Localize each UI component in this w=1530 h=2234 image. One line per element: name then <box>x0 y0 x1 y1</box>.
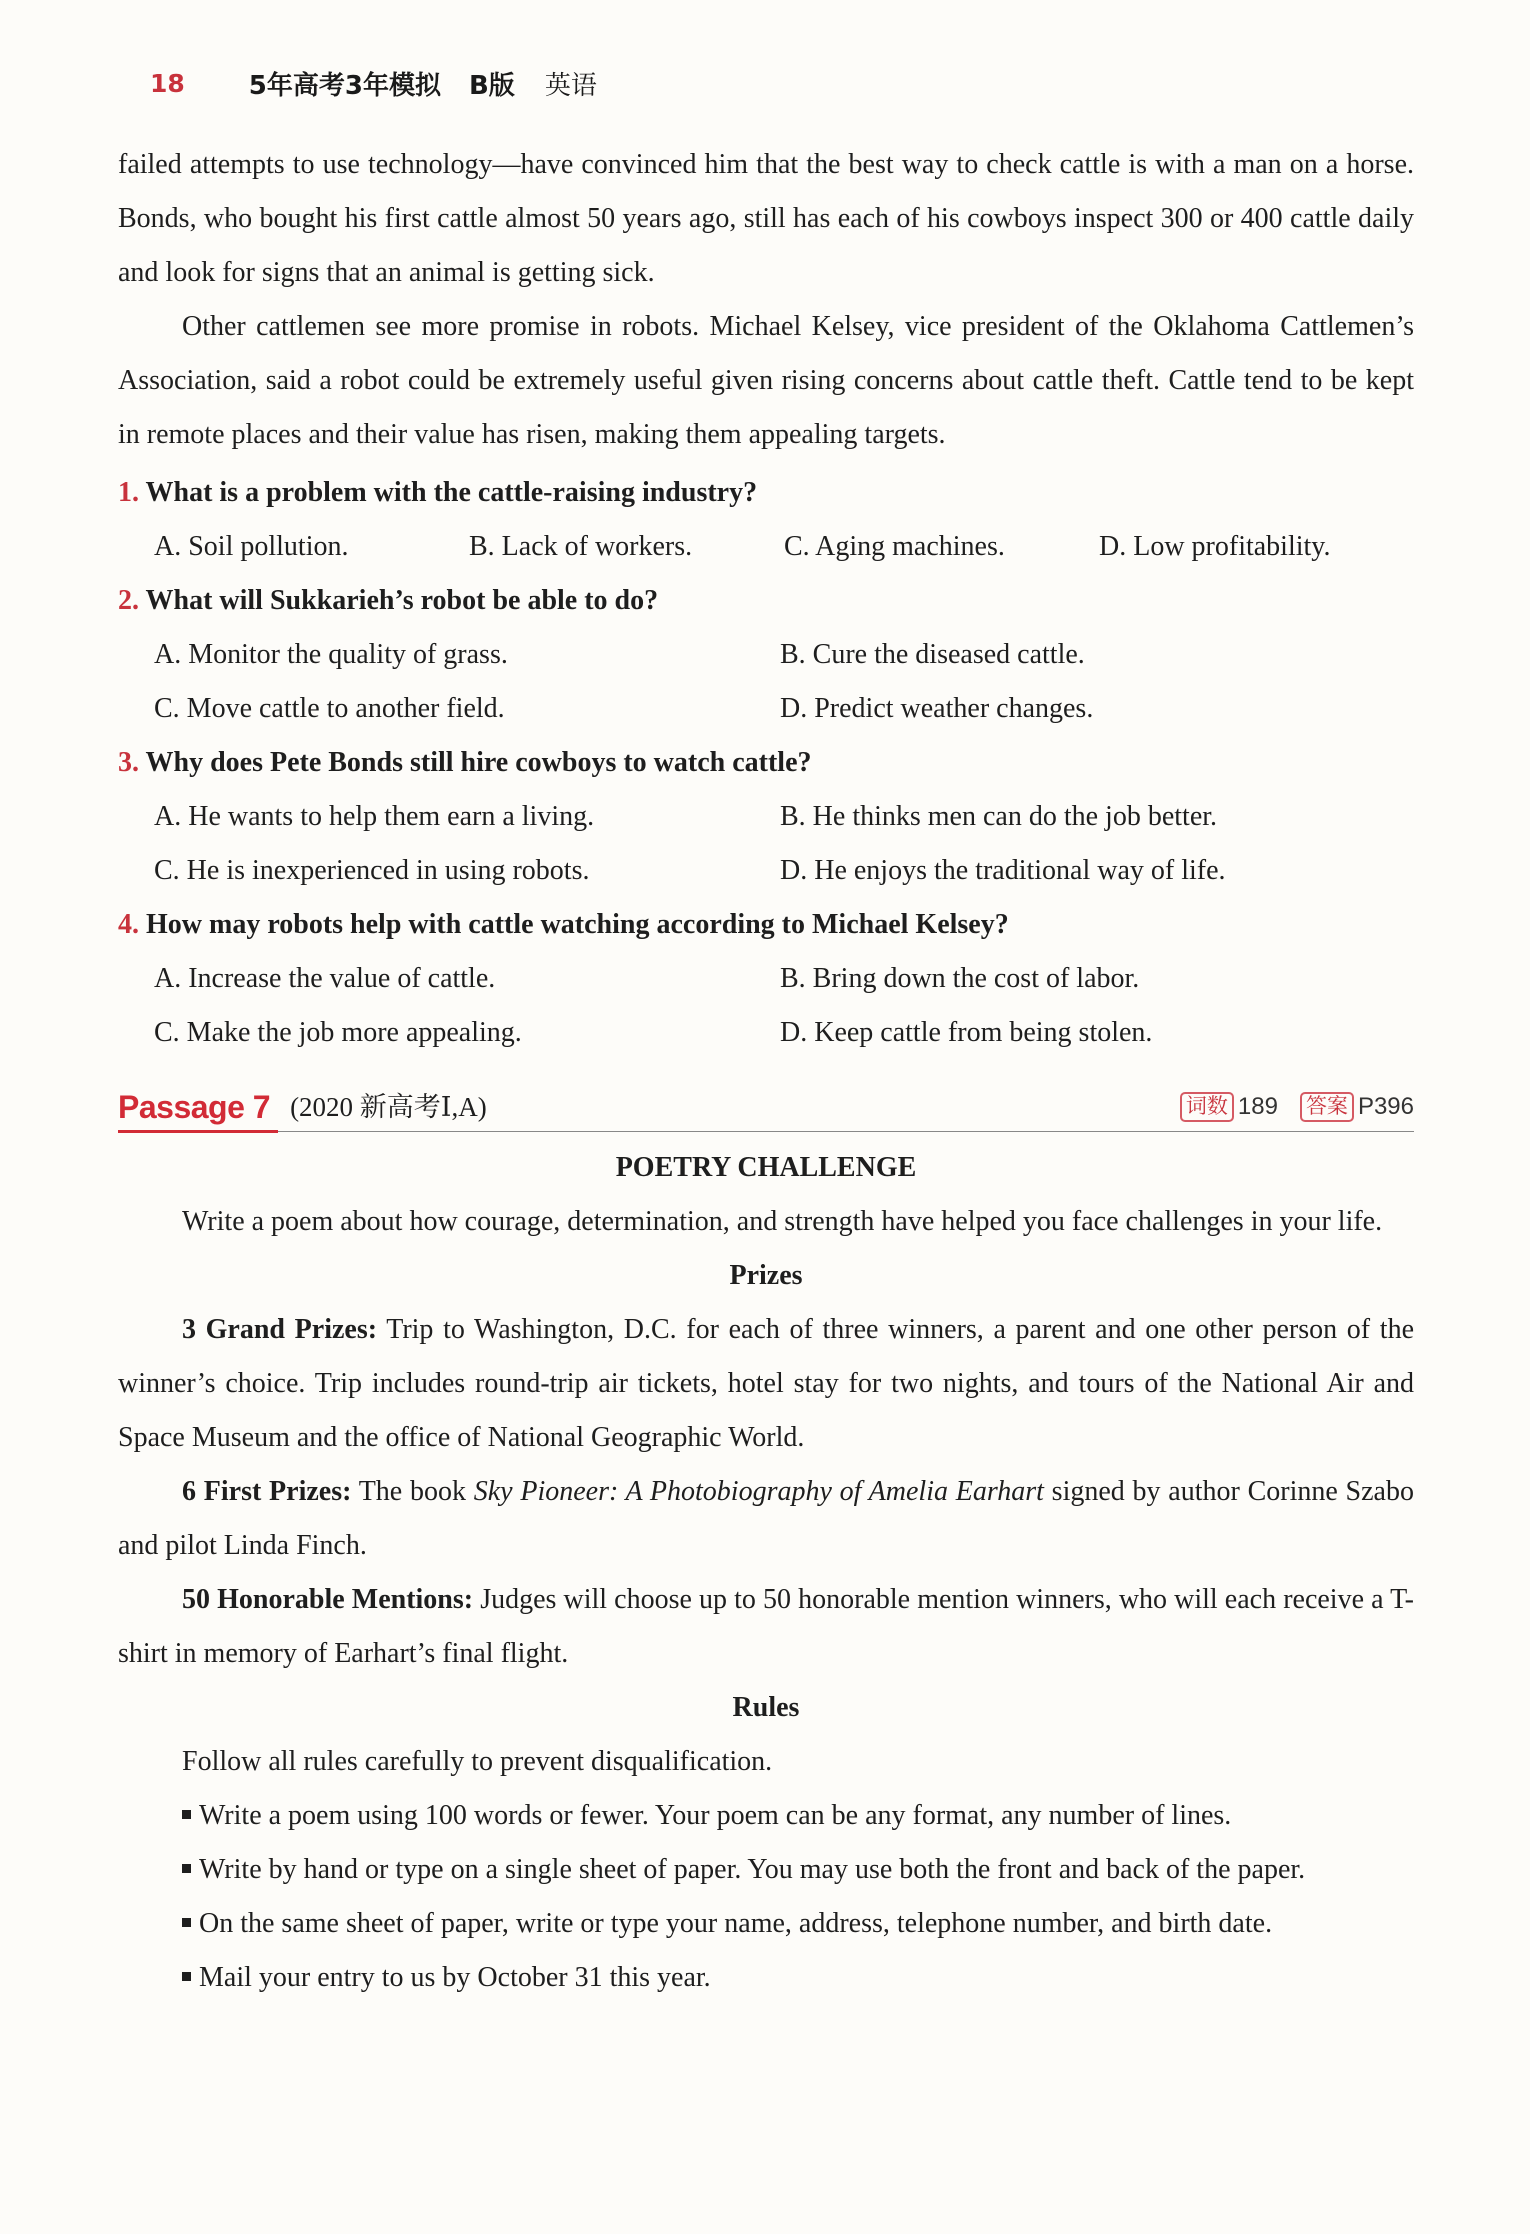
running-header <box>150 62 597 104</box>
honorable-mentions-text: Judges will choose up to 50 honorable mention winners, who will each receive a T-shirt in memory of Earhart’s final flight. <box>118 1584 1414 1669</box>
first-prizes-paragraph <box>118 1465 1414 1573</box>
grand-prizes-lead: 3 Grand Prizes: <box>182 1314 378 1345</box>
option-b: B. Bring down the cost of labor. <box>780 963 1140 994</box>
option-a: A. Soil pollution. <box>154 531 349 562</box>
question-text: What is a problem with the cattle-raising industry? <box>145 477 758 508</box>
question-text: What will Sukkarieh’s robot be able to do? <box>145 585 659 616</box>
question-number: 3. <box>118 747 139 778</box>
honorable-mentions-lead: 50 Honorable Mentions: <box>182 1584 474 1615</box>
passage-header <box>118 1060 1414 1126</box>
rules-heading: Rules <box>732 1692 800 1723</box>
page-number: 18 <box>150 68 185 98</box>
honorable-mentions-paragraph <box>118 1573 1414 1681</box>
passage-source: (2020 新高考Ⅰ,A) <box>290 1092 487 1122</box>
option-a: A. Increase the value of cattle. <box>154 963 496 994</box>
option-c: C. Aging machines. <box>784 531 1005 562</box>
subject-label: 英语 <box>544 70 597 101</box>
option-a: A. He wants to help them earn a living. <box>154 801 595 832</box>
continuation-paragraph-1: failed attempts to use technology—have convinced him that the best way to check cattle is with a man on a horse. Bonds, who bought his first cattle almost 50 years ago, still has each of his cowboys inspect 300 or 400 cattle daily and look for signs that an animal is getting sick. <box>118 149 1414 288</box>
passage-title: Passage 7 <box>118 1089 271 1125</box>
bullet-square-icon <box>182 1918 191 1927</box>
continuation-paragraph-2: Other cattlemen see more promise in robots. Michael Kelsey, vice president of the Oklahoma Cattlemen’s Association, said a robot could be extremely useful given rising concerns about cattle theft. Cattle tend to be kept in remote places and their value has risen, making them appealing targets. <box>118 311 1414 450</box>
rule-item: Mail your entry to us by October 31 this year. <box>118 1951 1414 2005</box>
first-prizes-lead: 6 First Prizes: <box>182 1476 352 1507</box>
word-count: 189 <box>1237 1093 1278 1120</box>
grand-prizes-text: Trip to Washington, D.C. for each of three winners, a parent and one other person of the winner’s choice. Trip includes round-trip air tickets, hotel stay for two nights, and tours of the National Air and Space Museum and the office of National Geographic World. <box>118 1314 1414 1453</box>
options-row-2 <box>118 682 1414 736</box>
option-b: B. Lack of workers. <box>469 531 693 562</box>
answer-tag: 答案 <box>1300 1092 1354 1122</box>
first-prizes-text-b: signed by author Corinne Szabo and pilot Linda Finch. <box>118 1476 1414 1561</box>
word-count-tag: 词数 <box>1180 1092 1234 1122</box>
option-d: D. Predict weather changes. <box>780 693 1094 724</box>
passage-divider <box>118 1130 278 1133</box>
question-number: 2. <box>118 585 139 616</box>
page-content <box>118 138 1414 2005</box>
question-4 <box>118 898 1414 1060</box>
poetry-title: POETRY CHALLENGE <box>615 1152 917 1183</box>
question-number: 4. <box>118 909 139 940</box>
question-text: Why does Pete Bonds still hire cowboys to watch cattle? <box>145 747 812 778</box>
grand-prizes-paragraph <box>118 1303 1414 1465</box>
options-row-2 <box>118 1006 1414 1060</box>
passage-meta <box>1180 1092 1414 1122</box>
option-d: D. He enjoys the traditional way of life. <box>780 855 1226 886</box>
first-prizes-text-a: The book <box>351 1476 474 1507</box>
question-3 <box>118 736 1414 898</box>
rule-item: On the same sheet of paper, write or type your name, address, telephone number, and birth date. <box>118 1897 1414 1951</box>
option-c: C. Make the job more appealing. <box>154 1017 522 1048</box>
poetry-intro: Write a poem about how courage, determination, and strength have helped you face challenges in your life. <box>182 1206 1383 1237</box>
options-row-2 <box>118 844 1414 898</box>
question-2 <box>118 574 1414 736</box>
options-row-1 <box>118 628 1414 682</box>
options <box>118 520 1414 574</box>
book-title: 5年高考3年模拟 <box>248 70 441 101</box>
rules-intro: Follow all rules carefully to prevent disqualification. <box>182 1746 773 1777</box>
options-row-1 <box>118 790 1414 844</box>
question-text: How may robots help with cattle watching according to Michael Kelsey? <box>146 909 1009 940</box>
rule-item: Write by hand or type on a single sheet of paper. You may use both the front and back of the paper. <box>118 1843 1414 1897</box>
book-title-italic: Sky Pioneer: A Photobiography of Amelia Earhart <box>473 1476 1044 1507</box>
edition-label: B版 <box>468 70 515 101</box>
answer-page: P396 <box>1357 1093 1414 1120</box>
prizes-heading: Prizes <box>729 1260 803 1291</box>
question-number: 1. <box>118 477 139 508</box>
options-row-1 <box>118 952 1414 1006</box>
option-a: A. Monitor the quality of grass. <box>154 639 508 670</box>
bullet-square-icon <box>182 1810 191 1819</box>
rule-item: Write a poem using 100 words or fewer. Your poem can be any format, any number of lines. <box>118 1789 1414 1843</box>
bullet-square-icon <box>182 1972 191 1981</box>
option-d: D. Low profitability. <box>1099 531 1331 562</box>
option-d: D. Keep cattle from being stolen. <box>780 1017 1153 1048</box>
option-b: B. Cure the diseased cattle. <box>780 639 1085 670</box>
option-c: C. He is inexperienced in using robots. <box>154 855 590 886</box>
question-1 <box>118 466 1414 574</box>
bullet-square-icon <box>182 1864 191 1873</box>
option-c: C. Move cattle to another field. <box>154 693 505 724</box>
option-b: B. He thinks men can do the job better. <box>780 801 1218 832</box>
